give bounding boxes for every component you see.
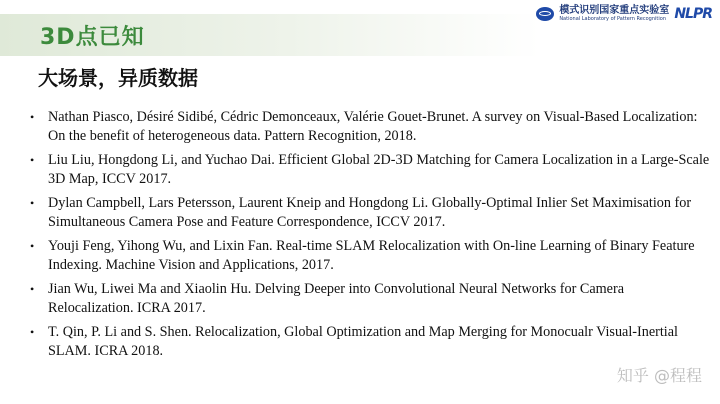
watermark: 知乎 @程程 (616, 366, 702, 385)
reference-item (22, 108, 712, 145)
reference-text: Nathan Piasco, Désiré Sidibé, Cédric Demonceaux, Valérie Gouet-Brunet. A survey on Visual-Based Localization: On the benefit of heterogeneous data. Pattern Recognition, 2018. (48, 109, 698, 144)
reference-text: Liu Liu, Hongdong Li, and Yuchao Dai. Efficient Global 2D-3D Matching for Camera Localization in a Large-Scale 3D Map, ICCV 2017. (48, 152, 710, 187)
reference-item (22, 237, 712, 274)
lab-emblem-icon (536, 7, 554, 21)
bullet: • (30, 325, 35, 339)
slide-title: 3D点已知 (40, 25, 145, 50)
reference-item (22, 323, 712, 360)
lab-name-en: National Laboratory of Pattern Recognition (559, 16, 666, 22)
bullet: • (30, 239, 35, 253)
bullet: • (30, 153, 35, 167)
reference-item (22, 280, 712, 317)
reference-text: Dylan Campbell, Lars Petersson, Laurent Kneip and Hongdong Li. Globally-Optimal Inlier Set Maximisation for Simultaneous Camera Pose and Feature Correspondence, ICCV 2017. (48, 195, 692, 230)
reference-list (22, 108, 712, 366)
bullet: • (30, 282, 35, 296)
bullet: • (30, 110, 35, 124)
reference-item (22, 151, 712, 188)
reference-item (22, 194, 712, 231)
reference-text: Youji Feng, Yihong Wu, and Lixin Fan. Real-time SLAM Relocalization with On-line Learning of Binary Feature Indexing. Machine Vision and Applications, 2017. (48, 238, 695, 273)
reference-text: T. Qin, P. Li and S. Shen. Relocalization, Global Optimization and Map Merging for Monocualr Visual-Inertial SLAM. ICRA 2018. (48, 324, 678, 359)
reference-text: Jian Wu, Liwei Ma and Xiaolin Hu. Delving Deeper into Convolutional Neural Networks for Camera Relocalization. ICRA 2017. (48, 281, 624, 316)
slide-subtitle: 大场景，异质数据 (38, 66, 198, 90)
lab-abbreviation: NLPR (674, 6, 712, 22)
lab-name-cn: 模式识别国家重点实验室 (559, 5, 670, 16)
lab-logo (536, 6, 712, 22)
lab-name (559, 6, 669, 22)
bullet: • (30, 196, 35, 210)
